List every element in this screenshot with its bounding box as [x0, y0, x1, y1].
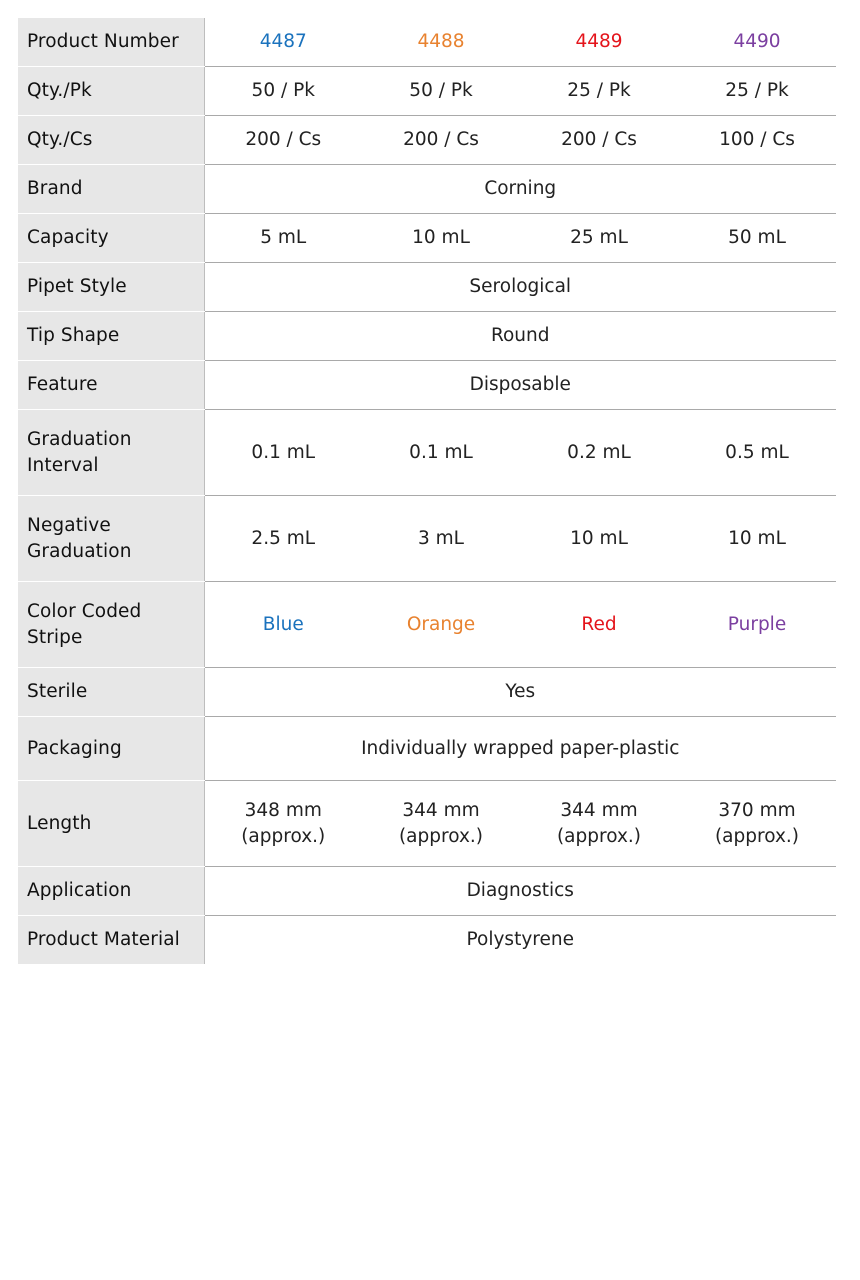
- row-brand: [18, 165, 836, 214]
- table-cell-merged: Polystyrene: [466, 929, 574, 950]
- table-cell: [678, 781, 836, 867]
- table-cell: 25 mL: [520, 214, 678, 263]
- product-number-cell: 4487: [204, 18, 362, 67]
- row-label-line: Color Coded: [27, 600, 142, 622]
- length-value: 344 mm: [402, 799, 480, 821]
- table-cell: [204, 781, 362, 867]
- table-cell: 2.5 mL: [204, 496, 362, 582]
- row-label: Pipet Style: [18, 263, 204, 312]
- row-label-line: Graduation: [27, 428, 132, 450]
- table-cell: [520, 781, 678, 867]
- row-length: [18, 781, 836, 867]
- row-qty-pk: [18, 67, 836, 116]
- table-cell: 10 mL: [678, 496, 836, 582]
- product-number-cell: 4489: [520, 18, 678, 67]
- length-value: 348 mm: [244, 799, 322, 821]
- table-cell-merged: Yes: [204, 668, 836, 717]
- table-cell: 50 mL: [678, 214, 836, 263]
- table-cell: 0.1 mL: [362, 410, 520, 496]
- table-cell: 200 / Cs: [520, 116, 678, 165]
- row-pipet-style: [18, 263, 836, 312]
- table-cell-merged: Round: [204, 312, 836, 361]
- row-application: [18, 867, 836, 916]
- table-cell: 3 mL: [362, 496, 520, 582]
- row-label: Capacity: [18, 214, 204, 263]
- table-cell: 5 mL: [204, 214, 362, 263]
- table-cell: 200 / Cs: [204, 116, 362, 165]
- row-label: Packaging: [18, 717, 204, 781]
- table-cell: 50 / Pk: [204, 67, 362, 116]
- stripe-color-cell: Purple: [678, 582, 836, 668]
- row-label: Sterile: [18, 668, 204, 717]
- stripe-color-cell: Blue: [204, 582, 362, 668]
- table-cell-merged: Disposable: [204, 361, 836, 410]
- length-value: 370 mm: [718, 799, 796, 821]
- length-value: 344 mm: [560, 799, 638, 821]
- row-label-line: Negative: [27, 514, 111, 536]
- table-cell: 10 mL: [520, 496, 678, 582]
- length-note: (approx.): [714, 825, 800, 847]
- table-cell: 0.5 mL: [678, 410, 836, 496]
- table-cell: 200 / Cs: [362, 116, 520, 165]
- product-number-cell: 4488: [362, 18, 520, 67]
- table-cell-merged: Diagnostics: [204, 867, 836, 916]
- row-capacity: [18, 214, 836, 263]
- stripe-color-cell: Red: [520, 582, 678, 668]
- table-cell: [362, 781, 520, 867]
- row-label: Product Material: [18, 916, 204, 965]
- row-label: Application: [18, 867, 204, 916]
- table-cell: 10 mL: [362, 214, 520, 263]
- row-label-line: Interval: [27, 454, 99, 476]
- table-cell-merged: Corning: [204, 165, 836, 214]
- product-number-cell: 4490: [678, 18, 836, 67]
- row-label: Brand: [18, 165, 204, 214]
- product-spec-table: [18, 18, 836, 964]
- table-cell: 50 / Pk: [362, 67, 520, 116]
- row-tip-shape: [18, 312, 836, 361]
- row-label: Qty./Pk: [18, 67, 204, 116]
- row-product-material: [18, 916, 836, 965]
- row-packaging: [18, 717, 836, 781]
- row-color-coded-stripe: [18, 582, 836, 668]
- row-label: [18, 496, 204, 582]
- table-cell: 0.2 mL: [520, 410, 678, 496]
- row-qty-cs: [18, 116, 836, 165]
- table-cell: 25 / Pk: [678, 67, 836, 116]
- table-cell: 100 / Cs: [678, 116, 836, 165]
- row-label-line: Stripe: [27, 626, 83, 648]
- table-cell-merged: Individually wrapped paper-plastic: [204, 717, 836, 781]
- table-cell-merged: Serological: [204, 263, 836, 312]
- table-cell: 0.1 mL: [204, 410, 362, 496]
- table-cell: 25 / Pk: [520, 67, 678, 116]
- row-label-line: Graduation: [27, 540, 132, 562]
- length-note: (approx.): [398, 825, 484, 847]
- row-label: Feature: [18, 361, 204, 410]
- length-note: (approx.): [556, 825, 642, 847]
- row-graduation-interval: [18, 410, 836, 496]
- row-label: Qty./Cs: [18, 116, 204, 165]
- length-note: (approx.): [241, 825, 326, 847]
- row-sterile: [18, 668, 836, 717]
- row-label: [18, 582, 204, 668]
- row-negative-graduation: [18, 496, 836, 582]
- row-label: Tip Shape: [18, 312, 204, 361]
- row-feature: [18, 361, 836, 410]
- stripe-color-cell: Orange: [362, 582, 520, 668]
- row-label: Product Number: [18, 18, 204, 67]
- row-label: [18, 410, 204, 496]
- row-label: Length: [18, 781, 204, 867]
- row-product-number: [18, 18, 836, 67]
